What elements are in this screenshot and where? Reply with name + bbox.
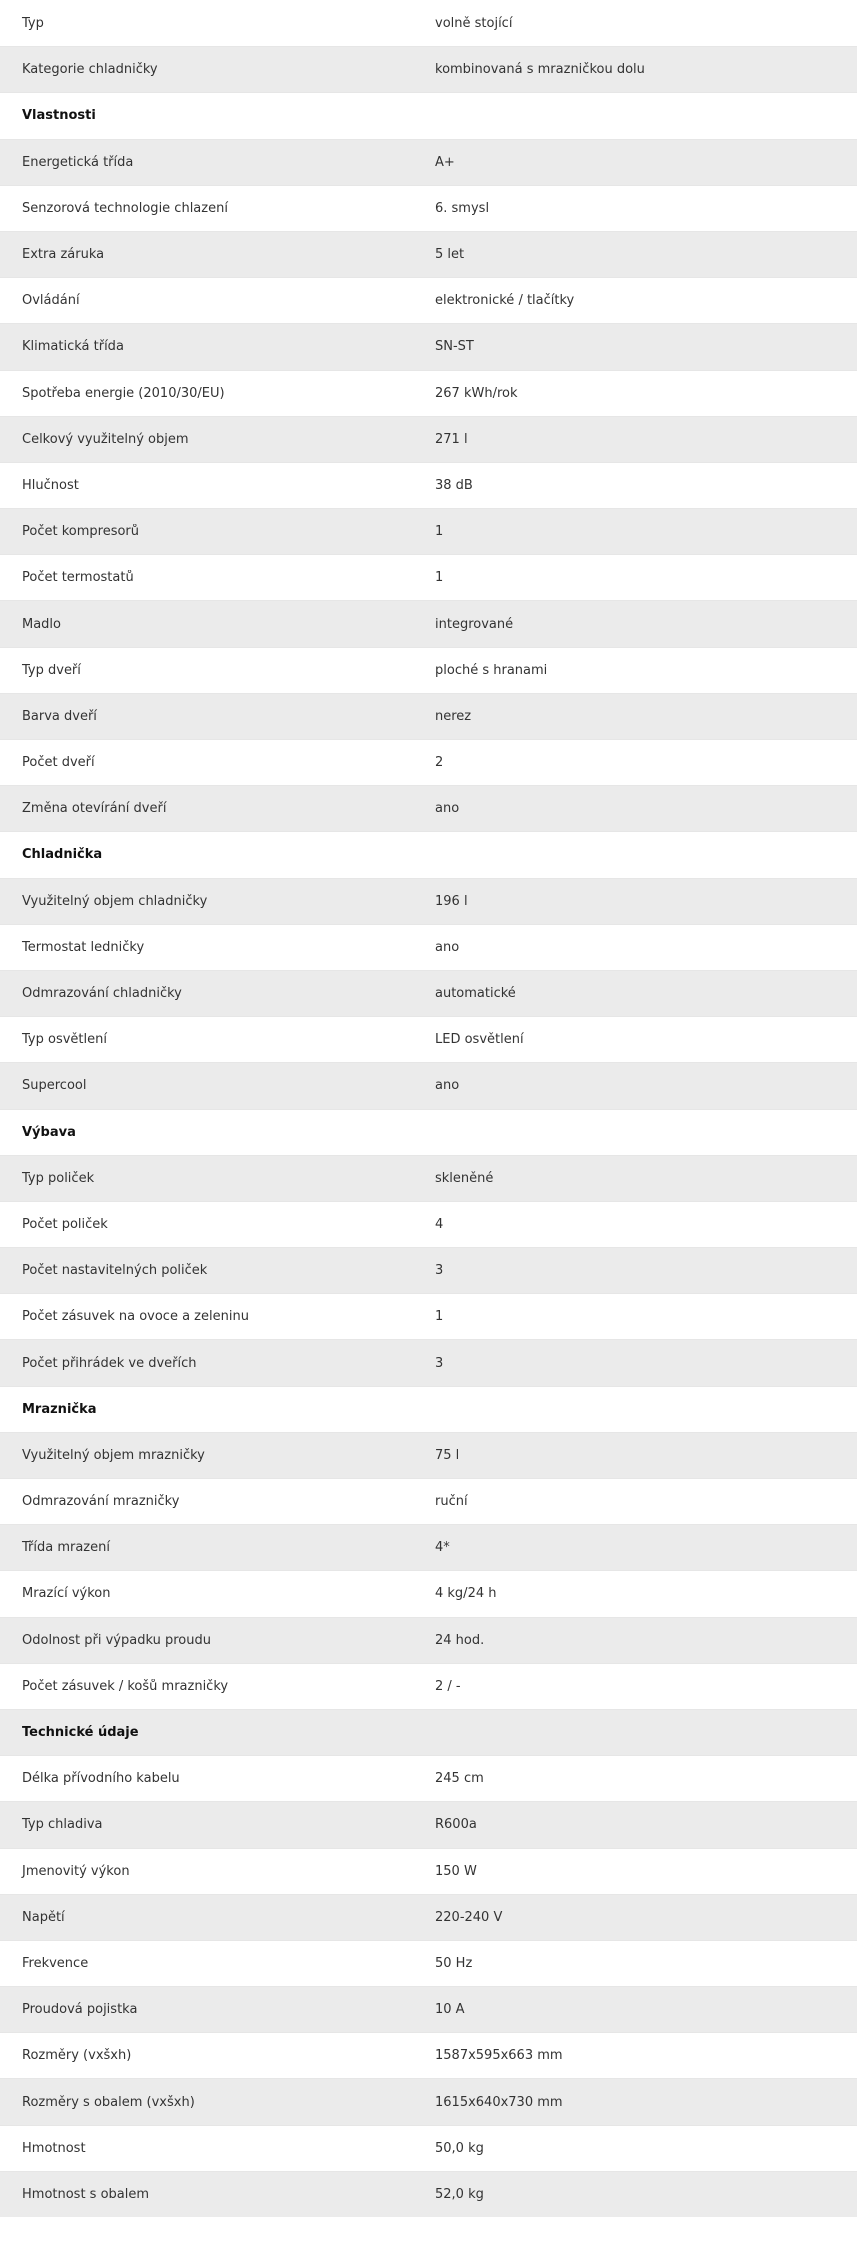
spec-label: Rozměry (vxšxh) [22, 2048, 132, 2064]
spec-value: automatické [435, 986, 516, 1002]
spec-row [0, 924, 857, 970]
spec-label: Hlučnost [22, 477, 79, 493]
spec-label: Madlo [22, 616, 61, 632]
spec-row [0, 1155, 857, 1201]
spec-row [0, 2171, 857, 2217]
spec-row [0, 2032, 857, 2078]
spec-value: 220-240 V [435, 1909, 503, 1925]
spec-row [0, 1848, 857, 1894]
spec-label: Extra záruka [22, 247, 105, 263]
spec-value: 6. smysl [435, 200, 490, 216]
spec-value: 1 [435, 524, 444, 540]
spec-value: 4 [435, 1216, 444, 1232]
spec-label: Typ dveří [22, 662, 81, 678]
spec-row [0, 46, 857, 92]
spec-label: Jmenovitý výkon [22, 1863, 130, 1879]
spec-value: elektronické / tlačítky [435, 293, 575, 309]
spec-label: Barva dveří [22, 708, 97, 724]
spec-value: integrované [435, 616, 514, 632]
spec-value: 196 l [435, 893, 468, 909]
spec-label: Počet dveří [22, 755, 95, 771]
spec-value: volně stojící [435, 15, 513, 31]
spec-label: Spotřeba energie (2010/30/EU) [22, 385, 225, 401]
spec-label: Klimatická třída [22, 339, 124, 355]
spec-value: A+ [435, 154, 455, 170]
spec-label: Frekvence [22, 1955, 89, 1971]
section-header-row [0, 831, 857, 877]
spec-label: Počet termostatů [22, 570, 134, 586]
spec-label: Typ [22, 15, 44, 31]
spec-value: 50,0 kg [435, 2140, 484, 2156]
spec-row [0, 785, 857, 831]
spec-row [0, 277, 857, 323]
spec-row [0, 970, 857, 1016]
spec-row [0, 185, 857, 231]
section-header-row [0, 1109, 857, 1155]
spec-row [0, 508, 857, 554]
spec-row [0, 1801, 857, 1847]
spec-value: nerez [435, 708, 472, 724]
spec-row [0, 1755, 857, 1801]
spec-label: Typ chladiva [22, 1817, 103, 1833]
spec-row [0, 554, 857, 600]
spec-label: Napětí [22, 1909, 65, 1925]
spec-label: Využitelný objem mrazničky [22, 1447, 205, 1463]
spec-row [0, 1201, 857, 1247]
spec-row [0, 1617, 857, 1663]
spec-row [0, 1986, 857, 2032]
spec-label: Hmotnost [22, 2140, 86, 2156]
spec-value: skleněné [435, 1170, 494, 1186]
spec-row [0, 1432, 857, 1478]
spec-value: 1 [435, 570, 444, 586]
spec-label: Mrazící výkon [22, 1586, 111, 1602]
spec-row [0, 323, 857, 369]
spec-label: Délka přívodního kabelu [22, 1771, 180, 1787]
spec-label: Kategorie chladničky [22, 62, 158, 78]
spec-value: 75 l [435, 1447, 460, 1463]
spec-value: 5 let [435, 247, 465, 263]
spec-value: 3 [435, 1263, 444, 1279]
section-title: Vlastnosti [22, 108, 96, 124]
spec-label: Typ poliček [22, 1170, 95, 1186]
spec-value: ano [435, 1078, 460, 1094]
spec-value: 50 Hz [435, 1955, 473, 1971]
spec-label: Termostat ledničky [22, 939, 145, 955]
section-header-row [0, 1709, 857, 1755]
spec-row [0, 600, 857, 646]
spec-row [0, 1570, 857, 1616]
spec-value: ano [435, 939, 460, 955]
spec-value: ploché s hranami [435, 662, 548, 678]
spec-label: Počet zásuvek / košů mrazničky [22, 1678, 229, 1694]
spec-label: Energetická třída [22, 154, 134, 170]
spec-value: LED osvětlení [435, 1032, 524, 1048]
spec-row [0, 370, 857, 416]
spec-row [0, 1062, 857, 1108]
spec-row [0, 739, 857, 785]
spec-label: Využitelný objem chladničky [22, 893, 208, 909]
spec-value: 2 / - [435, 1678, 461, 1694]
spec-row [0, 462, 857, 508]
spec-value: 2 [435, 755, 444, 771]
spec-label: Typ osvětlení [22, 1032, 107, 1048]
spec-value: 150 W [435, 1863, 477, 1879]
spec-row [0, 1293, 857, 1339]
spec-value: SN-ST [435, 339, 474, 355]
spec-row [0, 1663, 857, 1709]
spec-label: Změna otevírání dveří [22, 801, 167, 817]
spec-value: 38 dB [435, 477, 473, 493]
spec-value: kombinovaná s mrazničkou dolu [435, 62, 645, 78]
spec-label: Odolnost při výpadku proudu [22, 1632, 211, 1648]
spec-value: 3 [435, 1355, 444, 1371]
spec-label: Supercool [22, 1078, 87, 1094]
spec-row [0, 1940, 857, 1986]
spec-label: Odmrazování mrazničky [22, 1494, 180, 1510]
spec-label: Senzorová technologie chlazení [22, 200, 228, 216]
spec-label: Počet přihrádek ve dveřích [22, 1355, 197, 1371]
spec-value: ano [435, 801, 460, 817]
spec-value: 52,0 kg [435, 2186, 484, 2202]
spec-row [0, 878, 857, 924]
spec-row [0, 2078, 857, 2124]
spec-row [0, 139, 857, 185]
spec-row [0, 1016, 857, 1062]
spec-row [0, 693, 857, 739]
spec-value: 1587x595x663 mm [435, 2048, 563, 2064]
spec-value: R600a [435, 1817, 477, 1833]
spec-label: Ovládání [22, 293, 80, 309]
spec-label: Třída mrazení [22, 1540, 110, 1556]
spec-label: Rozměry s obalem (vxšxh) [22, 2094, 195, 2110]
spec-row [0, 0, 857, 46]
spec-label: Celkový využitelný objem [22, 431, 189, 447]
section-title: Technické údaje [22, 1725, 139, 1741]
spec-value: 1615x640x730 mm [435, 2094, 563, 2110]
spec-label: Počet poliček [22, 1216, 108, 1232]
spec-row [0, 1247, 857, 1293]
spec-label: Hmotnost s obalem [22, 2186, 150, 2202]
spec-value: 4 kg/24 h [435, 1586, 497, 1602]
spec-label: Počet kompresorů [22, 524, 140, 540]
spec-value: 4* [435, 1540, 450, 1556]
spec-value: 10 A [435, 2002, 465, 2018]
spec-row [0, 2125, 857, 2171]
spec-row [0, 1478, 857, 1524]
section-title: Chladnička [22, 847, 103, 863]
spec-row [0, 1339, 857, 1385]
spec-row [0, 1894, 857, 1940]
section-header-row [0, 1386, 857, 1432]
spec-row [0, 416, 857, 462]
spec-value: 245 cm [435, 1771, 484, 1787]
spec-value: ruční [435, 1494, 468, 1510]
spec-value: 267 kWh/rok [435, 385, 518, 401]
section-title: Mraznička [22, 1401, 97, 1417]
spec-label: Odmrazování chladničky [22, 986, 182, 1002]
spec-label: Počet nastavitelných poliček [22, 1263, 208, 1279]
spec-value: 24 hod. [435, 1632, 485, 1648]
spec-row [0, 231, 857, 277]
section-title: Výbava [22, 1124, 76, 1140]
spec-row [0, 1524, 857, 1570]
spec-label: Proudová pojistka [22, 2002, 138, 2018]
spec-label: Počet zásuvek na ovoce a zeleninu [22, 1309, 249, 1325]
spec-row [0, 647, 857, 693]
section-header-row [0, 92, 857, 138]
spec-value: 1 [435, 1309, 444, 1325]
spec-value: 271 l [435, 431, 468, 447]
